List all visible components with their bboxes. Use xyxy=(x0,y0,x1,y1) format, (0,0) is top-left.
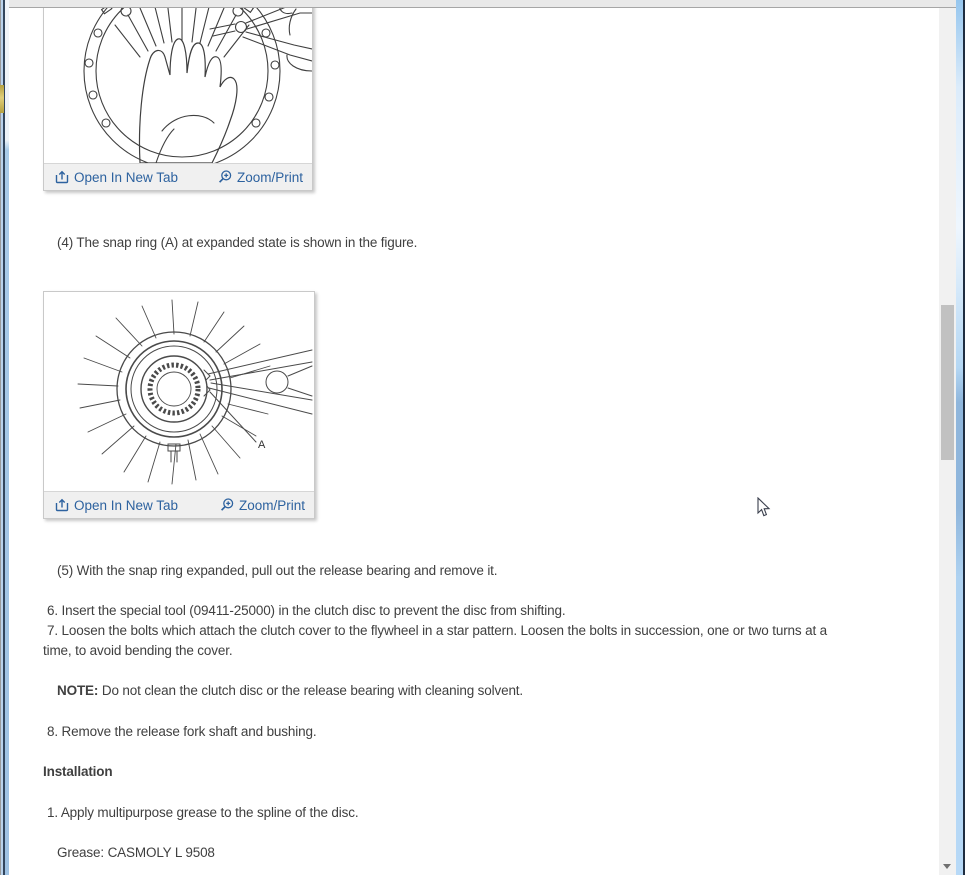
installation-heading: Installation xyxy=(43,764,113,779)
note-label: NOTE: xyxy=(57,683,99,698)
window-top-bar xyxy=(0,0,956,8)
open-in-new-tab-label: Open In New Tab xyxy=(74,497,179,513)
magnifier-plus-icon xyxy=(220,498,234,512)
step-6-text: 6. Insert the special tool (09411-25000) in the clutch disc to prevent the disc from shifting. xyxy=(47,603,566,618)
step-4-text: (4) The snap ring (A) at expanded state is shown in the figure. xyxy=(57,235,418,250)
figure-annotation-a: A xyxy=(258,439,266,451)
zoom-print-link[interactable] xyxy=(220,498,305,513)
figure-image-release-bearing xyxy=(44,292,314,491)
right-window-edge-strip xyxy=(956,0,963,875)
release-bearing-illustration xyxy=(44,292,314,491)
vertical-scrollbar-track[interactable] xyxy=(939,8,956,875)
mouse-cursor-icon xyxy=(757,497,771,518)
left-edge-yellow-accent xyxy=(0,85,4,113)
installation-step-1-text: 1. Apply multipurpose grease to the spline of the disc. xyxy=(47,805,359,820)
note-body-text: Do not clean the clutch disc or the release bearing with cleaning solvent. xyxy=(98,683,524,698)
figure-image-clutch-cover xyxy=(44,0,312,163)
figure-card-release-bearing xyxy=(43,291,315,519)
open-in-new-tab-label: Open In New Tab xyxy=(74,169,179,185)
magnifier-plus-icon xyxy=(218,170,232,184)
left-window-edge-light-strip xyxy=(5,0,9,875)
zoom-print-label: Zoom/Print xyxy=(238,497,305,513)
step-7-text-line2: time, to avoid bending the cover. xyxy=(43,643,233,658)
step-7-text-line1: 7. Loosen the bolts which attach the clutch cover to the flywheel in a star pattern. Loosen the bolts in succession, one or two turns at a xyxy=(47,623,828,638)
step-8-text: 8. Remove the release fork shaft and bushing. xyxy=(47,724,317,739)
step-5-text: (5) With the snap ring expanded, pull out the release bearing and remove it. xyxy=(57,563,498,578)
open-in-new-tab-icon xyxy=(55,170,69,184)
clutch-cover-illustration xyxy=(44,0,312,163)
scrollbar-down-arrow-icon[interactable] xyxy=(943,864,951,869)
note-paragraph xyxy=(57,681,523,701)
vertical-scrollbar-thumb[interactable] xyxy=(941,305,954,460)
open-in-new-tab-link[interactable] xyxy=(55,170,178,185)
figure-card-clutch-cover xyxy=(43,0,313,191)
figure-card-footer xyxy=(44,491,314,518)
figure-card-footer xyxy=(44,163,312,190)
grease-spec-text: Grease: CASMOLY L 9508 xyxy=(57,845,215,860)
zoom-print-link[interactable] xyxy=(218,170,303,185)
zoom-print-label: Zoom/Print xyxy=(236,169,303,185)
open-in-new-tab-link[interactable] xyxy=(55,498,178,513)
open-in-new-tab-icon xyxy=(55,498,69,512)
